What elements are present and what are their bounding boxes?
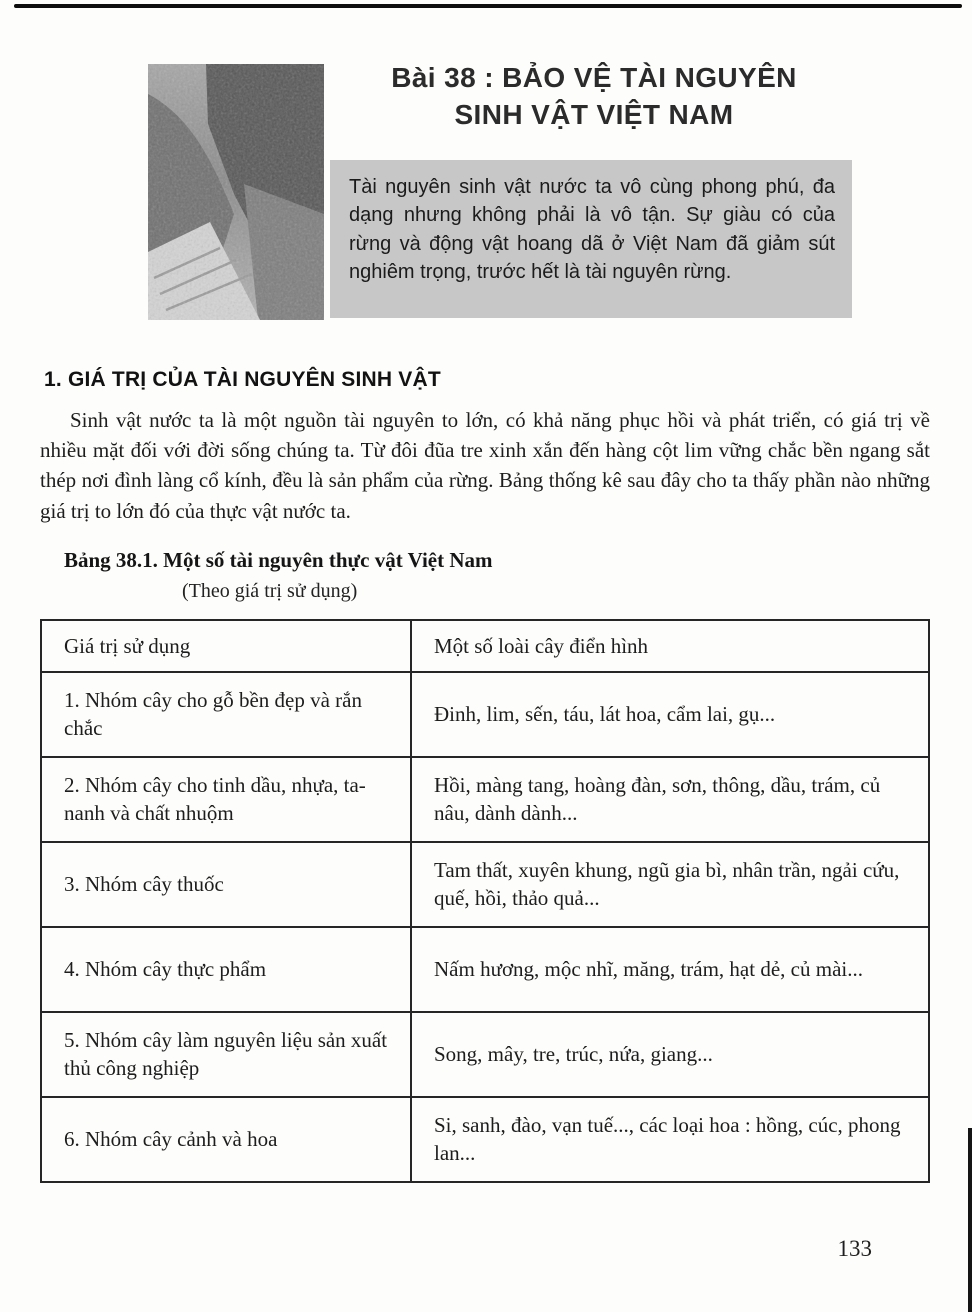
column-header-typical-species: Một số loài cây điển hình — [411, 620, 929, 672]
page-header — [0, 0, 972, 348]
body-paragraph: Sinh vật nước ta là một nguồn tài nguyên to lớn, có khả năng phục hồi và phát triển, có giá trị về nhiều mặt đối với đời sống chúng ta. Từ đôi đũa tre xinh xắn đến hàng cột lim vững chắc bền ngang sắt thép nơi đình làng cổ kính, đều là sản phẩm của rừng. Bảng thống kê sau đây cho ta thấy phần nào những giá trị to lớn đó của thực vật nước ta. — [40, 408, 930, 523]
table-row — [41, 927, 929, 1012]
cell-species-medicinal: Tam thất, xuyên khung, ngũ gia bì, nhân trần, ngải cứu, quế, hồi, thảo quả... — [411, 842, 929, 927]
cell-species-timber: Đinh, lim, sến, táu, lát hoa, cẩm lai, gụ... — [411, 672, 929, 757]
plant-resources-table — [40, 619, 930, 1183]
forest-photo-illustration — [148, 64, 324, 320]
table-caption-title: Bảng 38.1. Một số tài nguyên thực vật Việt Nam — [64, 547, 493, 572]
section-heading: 1. GIÁ TRỊ CỦA TÀI NGUYÊN SINH VẬT — [44, 368, 441, 391]
cell-group-handicraft: 5. Nhóm cây làm nguyên liệu sản xuất thủ công nghiệp — [41, 1012, 411, 1097]
lesson-intro-box: Tài nguyên sinh vật nước ta vô cùng phong phú, đa dạng nhưng không phải là vô tận. Sự giàu có của rừng và động vật hoang dã ở Việt Nam đã giảm sút nghiêm trọng, trước hết là tài nguyên rừng. — [330, 160, 852, 318]
forest-valley-photo — [148, 64, 324, 320]
table-row — [41, 842, 929, 927]
cell-group-ornamental: 6. Nhóm cây cảnh và hoa — [41, 1097, 411, 1182]
cell-species-ornamental: Si, sanh, đào, vạn tuế..., các loại hoa : hồng, cúc, phong lan... — [411, 1097, 929, 1182]
page-number: 133 — [837, 1236, 872, 1261]
scan-artifact-right-edge — [968, 1128, 972, 1312]
lesson-title — [336, 60, 852, 134]
cell-species-food: Nấm hương, mộc nhĩ, măng, trám, hạt dẻ, củ mài... — [411, 927, 929, 1012]
table-header-row — [41, 620, 929, 672]
column-header-use-value: Giá trị sử dụng — [41, 620, 411, 672]
cell-species-handicraft: Song, mây, tre, trúc, nứa, giang... — [411, 1012, 929, 1097]
table-caption — [64, 548, 972, 603]
cell-group-medicinal: 3. Nhóm cây thuốc — [41, 842, 411, 927]
table-row — [41, 757, 929, 842]
cell-species-oils: Hồi, màng tang, hoàng đàn, sơn, thông, dầu, trám, củ nâu, dành dành... — [411, 757, 929, 842]
table-row — [41, 672, 929, 757]
lesson-title-line2: SINH VẬT VIỆT NAM — [454, 98, 734, 130]
cell-group-timber: 1. Nhóm cây cho gỗ bền đẹp và rắn chắc — [41, 672, 411, 757]
cell-group-food: 4. Nhóm cây thực phẩm — [41, 927, 411, 1012]
table-row — [41, 1097, 929, 1182]
cell-group-oils: 2. Nhóm cây cho tinh dầu, nhựa, ta-nanh và chất nhuộm — [41, 757, 411, 842]
lesson-title-line1: Bài 38 : BẢO VỆ TÀI NGUYÊN — [391, 62, 797, 93]
table-caption-subtitle: (Theo giá trị sử dụng) — [182, 579, 358, 602]
table-row — [41, 1012, 929, 1097]
